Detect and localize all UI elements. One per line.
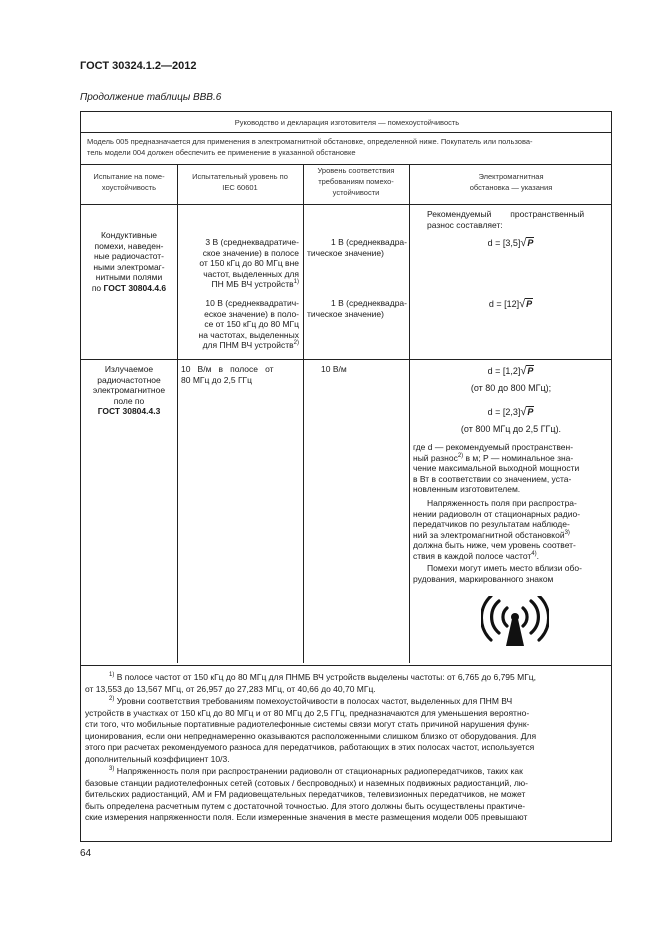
row1-level-b: 10 В (среднеквадратич- еское значение) в поло- се от 150 кГц до 80 МГц на частотах, выделенных для ПНМ ВЧ устройств$^{2)}$ (198, 298, 299, 350)
table-continuation-caption: Продолжение таблицы ВВВ.6 (80, 92, 222, 103)
row1-compliance-b: 1 В (среднеквадра- тическое значение) (307, 298, 407, 319)
table-intro-line1: Модель 005 предназначается для применения в электромагнитной обстановке, определенной ниже. Покупатель или пользова- (87, 137, 533, 146)
row1-test-name: Кондуктивные помехи, наведен- ные радиочастот- ными электромаг- нитными полями по ГОСТ 30804.4.6 (91, 230, 167, 293)
page-number: 64 (80, 848, 92, 859)
formula-c: d = [1,2]√P (487, 365, 534, 377)
row1-level-a: 3 В (среднеквадратиче- ское значение) в полосе от 150 кГц до 80 МГц вне частот, выделенных для ПН МБ ВЧ устройств$^{1)}$ (199, 237, 299, 289)
row2-where-text: где d — рекомендуемый пространствен- ный разнос$^{2)}$ в м; P — номинальное зна- чение максимальной выходной мощности в Вт в соответствии со значением, уста- новленным изготовителем. (413, 442, 580, 494)
standard-title: ГОСТ 30324.1.2—2012 (80, 60, 197, 72)
header-test-level: Испытательный уровень по IEC 60601 (192, 172, 288, 192)
header-compliance-level: Уровень соответствия требованиям помехо- устойчивости (317, 166, 395, 197)
header-environment: Электромагнитная обстановка — указания (469, 172, 553, 192)
table-intro-line2: тель модели 004 должен обеспечить ее применение в указанной обстановке (87, 148, 356, 157)
row2-interference-text: Помехи могут иметь место вблизи обо- рудования, маркированного знаком (413, 563, 582, 584)
formula-a: d = [3,5]√P (487, 237, 534, 249)
header-test: Испытание на поме- хоустойчивость (93, 172, 165, 192)
non-ionizing-radiation-icon (481, 596, 549, 648)
formula-c-note: (от 80 до 800 МГц); (470, 383, 552, 393)
row2-test-name: Излучаемое радиочастотное электромагнитное поле по ГОСТ 30804.4.3 (92, 364, 166, 416)
row1-compliance-a: 1 В (среднеквадра- тическое значение) (307, 237, 407, 258)
row2-compliance: 10 В/м (321, 364, 347, 374)
row2-level: 10 В/м в полосе от 80 МГц до 2,5 ГГц (181, 364, 274, 385)
footnote-3: $^{3)}$ Напряженность поля при распространении радиоволн от стационарных радиопередатчиков, таких как базовые станции радиотелефонных сетей (сотовых / беспроводных) и наземных подвижных радиостанций, лю- бительских радиостанций, АМ и FM радиовещательных передатчиков, телевизионных передатчиков, не может быть определена расчетным путем с достаточной точностью. Для этого должны быть осуществлены практиче- ские измерения напряженности поля. Если измеренные значения в месте размещения модели 005 превышают (85, 766, 529, 822)
formula-b: d = [12]√P (488, 298, 533, 310)
row2-field-text: Напряженность поля при распростра- нении радиоволн от стационарных радио- передатчиков по результатам наблюде- ний за электромагнитной обстановкой$^{3)}$ должна быть ниже, чем уровень соответ- ствия в каждой полосе частот$^{4)}$. (413, 498, 581, 561)
table-title: Руководство и декларация изготовителя — помехоустойчивость (234, 118, 460, 127)
footnote-2: $^{2)}$ Уровни соответствия требованиям помехоустойчивости в полосах частот, выделенных для ПНМ ВЧ устройств в участках от 150 кГц до 80 МГц и от 80 МГц до 2,5 ГГц, предназначаются для уменьшения вероятно- сти того, что мобильные портативные радиотелефонные системы связи могут стать причиной нарушения функ- ционирования, если они непреднамеренно оказываются расположенными слишком близко от оборудования. Для этого при расчетах рекомендуемого разноса для передатчиков, работающих в этих полосах частот, используется дополнительный коэффициент 10/3. (85, 696, 537, 764)
footnote-1: $^{1)}$ В полосе частот от 150 кГц до 80 МГц для ПНМБ ВЧ устройств выделены частоты: от 6,765 до 6,795 МГц, от 13,553 до 13,567 МГц, от 26,957 до 27,283 МГц, от 40,66 до 40,70 МГц. (85, 672, 537, 694)
formula-d-note: (от 800 МГц до 2,5 ГГц). (460, 424, 562, 434)
immunity-table (80, 111, 612, 842)
row1-env-intro: Рекомендуемый пространственный разнос составляет: (427, 209, 585, 230)
formula-d: d = [2,3]√P (487, 406, 534, 418)
